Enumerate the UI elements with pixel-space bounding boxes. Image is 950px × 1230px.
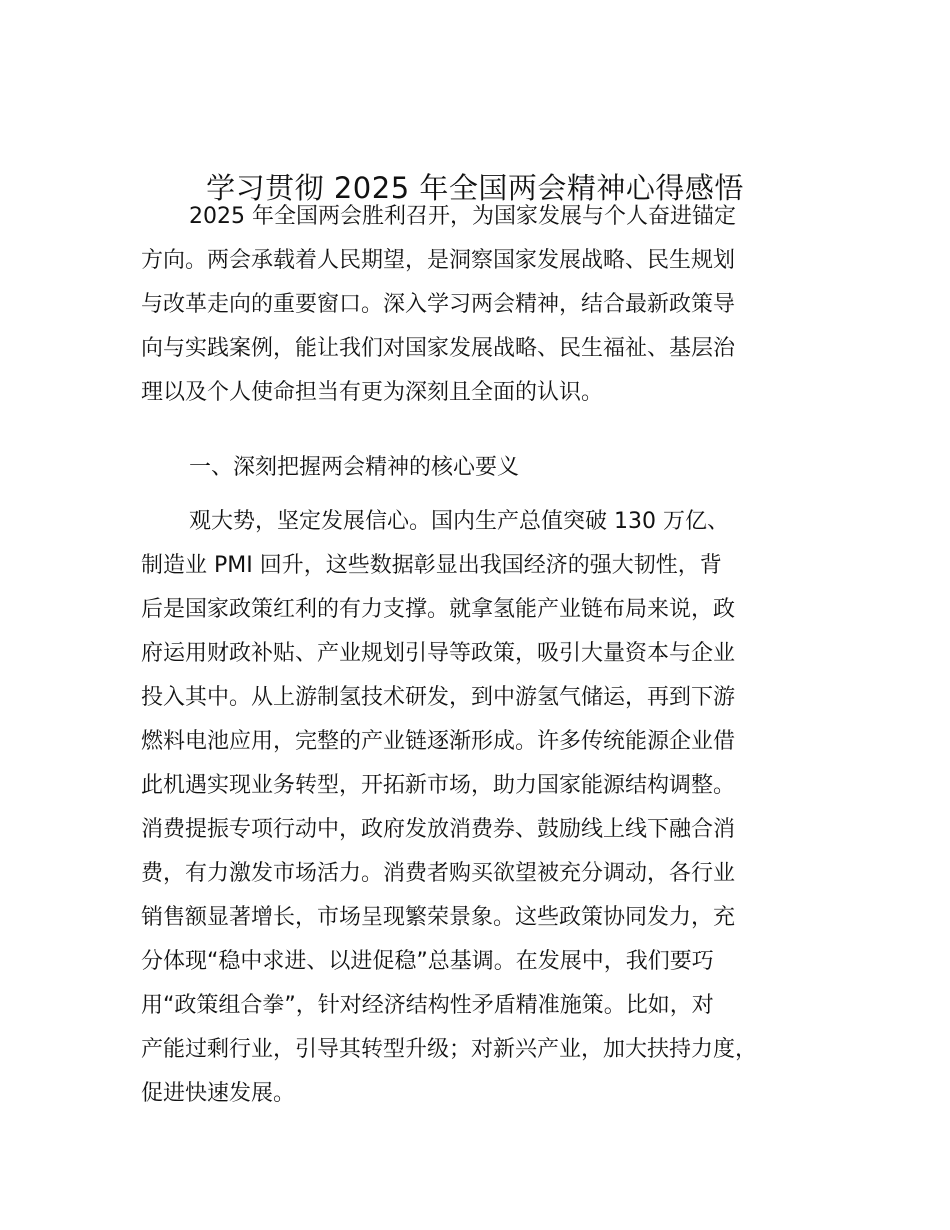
paragraph-line: 此机遇实现业务转型，开拓新市场，助力国家能源结构调整。 bbox=[141, 773, 736, 798]
paragraph-line: 促进快速发展。 bbox=[141, 1081, 296, 1106]
paragraph-line: 方向。两会承载着人民期望，是洞察国家发展战略、民生规划 bbox=[141, 248, 736, 273]
section-heading-block bbox=[141, 446, 841, 490]
paragraph-line: 观大势，坚定发展信心。国内生产总值突破 130 万亿、 bbox=[189, 509, 729, 534]
paragraph-line: 2025 年全国两会胜利召开，为国家发展与个人奋进锚定 bbox=[189, 204, 736, 229]
paragraph-line: 费，有力激发市场活力。消费者购买欲望被充分调动，各行业 bbox=[141, 861, 736, 886]
section-heading: 一、深刻把握两会精神的核心要义 bbox=[189, 455, 520, 480]
paragraph-line: 分体现“稳中求进、以进促稳”总基调。在发展中，我们要巧 bbox=[141, 949, 714, 974]
paragraph-line: 理以及个人使命担当有更为深刻且全面的认识。 bbox=[141, 380, 604, 405]
paragraph-line: 投入其中。从上游制氢技术研发，到中游氢气储运，再到下游 bbox=[141, 685, 736, 710]
paragraph-line: 后是国家政策红利的有力支撑。就拿氢能产业链布局来说，政 bbox=[141, 597, 736, 622]
paragraph-line: 产能过剩行业，引导其转型升级；对新兴产业，加大扶持力度， bbox=[141, 1037, 758, 1062]
section-paragraph bbox=[141, 500, 841, 1116]
paragraph-line: 制造业 PMI 回升，这些数据彰显出我国经济的强大韧性，背 bbox=[141, 553, 722, 578]
paragraph-line: 燃料电池应用，完整的产业链逐渐形成。许多传统能源企业借 bbox=[141, 729, 736, 754]
paragraph-line: 府运用财政补贴、产业规划引导等政策，吸引大量资本与企业 bbox=[141, 641, 736, 666]
intro-paragraph bbox=[141, 195, 841, 415]
paragraph-line: 向与实践案例，能让我们对国家发展战略、民生福祉、基层治 bbox=[141, 336, 736, 361]
paragraph-line: 消费提振专项行动中，政府发放消费券、鼓励线上线下融合消 bbox=[141, 817, 736, 842]
paragraph-line: 用“政策组合拳”，针对经济结构性矛盾精准施策。比如，对 bbox=[141, 993, 714, 1018]
document-title: 学习贯彻 2025 年全国两会精神心得感悟 bbox=[206, 171, 744, 205]
paragraph-line: 与改革走向的重要窗口。深入学习两会精神，结合最新政策导 bbox=[141, 292, 736, 317]
paragraph-line: 销售额显著增长，市场呈现繁荣景象。这些政策协同发力，充 bbox=[141, 905, 736, 930]
